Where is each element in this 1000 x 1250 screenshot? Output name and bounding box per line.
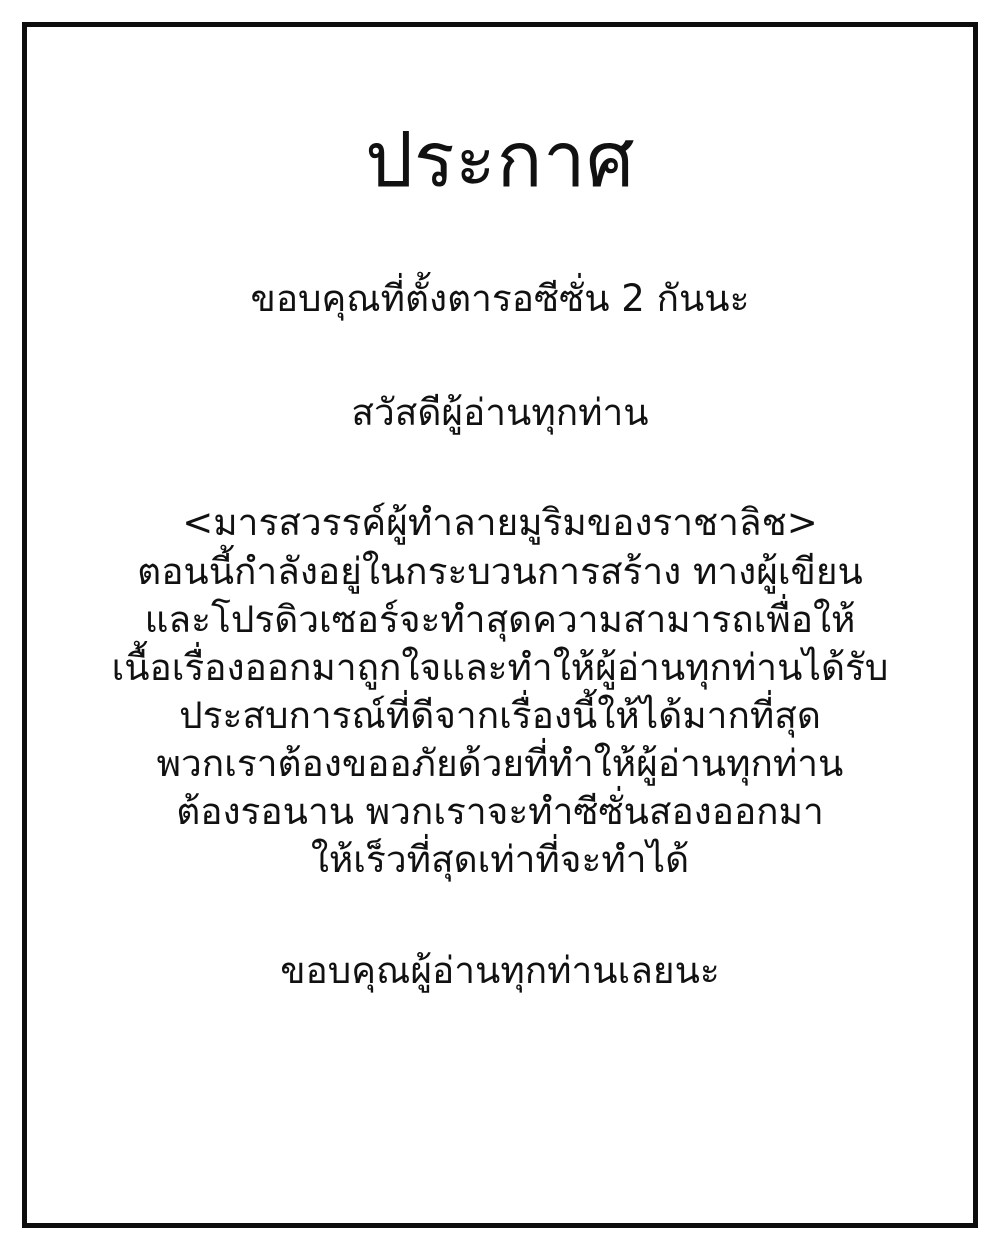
body-line: ให้เร็วที่สุดเท่าที่จะทำได้	[310, 838, 690, 882]
notice-content	[60, 60, 940, 1190]
body-line: ต้องรอนาน พวกเราจะทำซีซั่นสองออกมา	[176, 790, 824, 834]
thanks-line: ขอบคุณที่ตั้งตารอซีซั่น 2 กันนะ	[250, 276, 750, 320]
closing-line: ขอบคุณผู้อ่านทุกท่านเลยนะ	[280, 949, 720, 993]
greeting-line: สวัสดีผู้อ่านทุกท่าน	[351, 390, 649, 434]
body-line: พวกเราต้องขออภัยด้วยที่ทำให้ผู้อ่านทุกท่าน	[156, 741, 844, 785]
body-line: <มารสวรรค์ผู้ทำลายมูริมของราชาลิช>	[182, 501, 818, 545]
body-line: ตอนนี้กำลังอยู่ในกระบวนการสร้าง ทางผู้เขียน	[137, 549, 863, 593]
body-line: เนื้อเรื่องออกมาถูกใจและทำให้ผู้อ่านทุกท่านได้รับ	[111, 645, 889, 689]
body-line: และโปรดิวเซอร์จะทำสุดความสามารถเพื่อให้	[144, 597, 856, 641]
page-title: ประกาศ	[365, 115, 635, 204]
body-paragraph	[60, 499, 940, 884]
body-line: ประสบการณ์ที่ดีจากเรื่องนี้ให้ได้มากที่สุด	[179, 693, 821, 737]
